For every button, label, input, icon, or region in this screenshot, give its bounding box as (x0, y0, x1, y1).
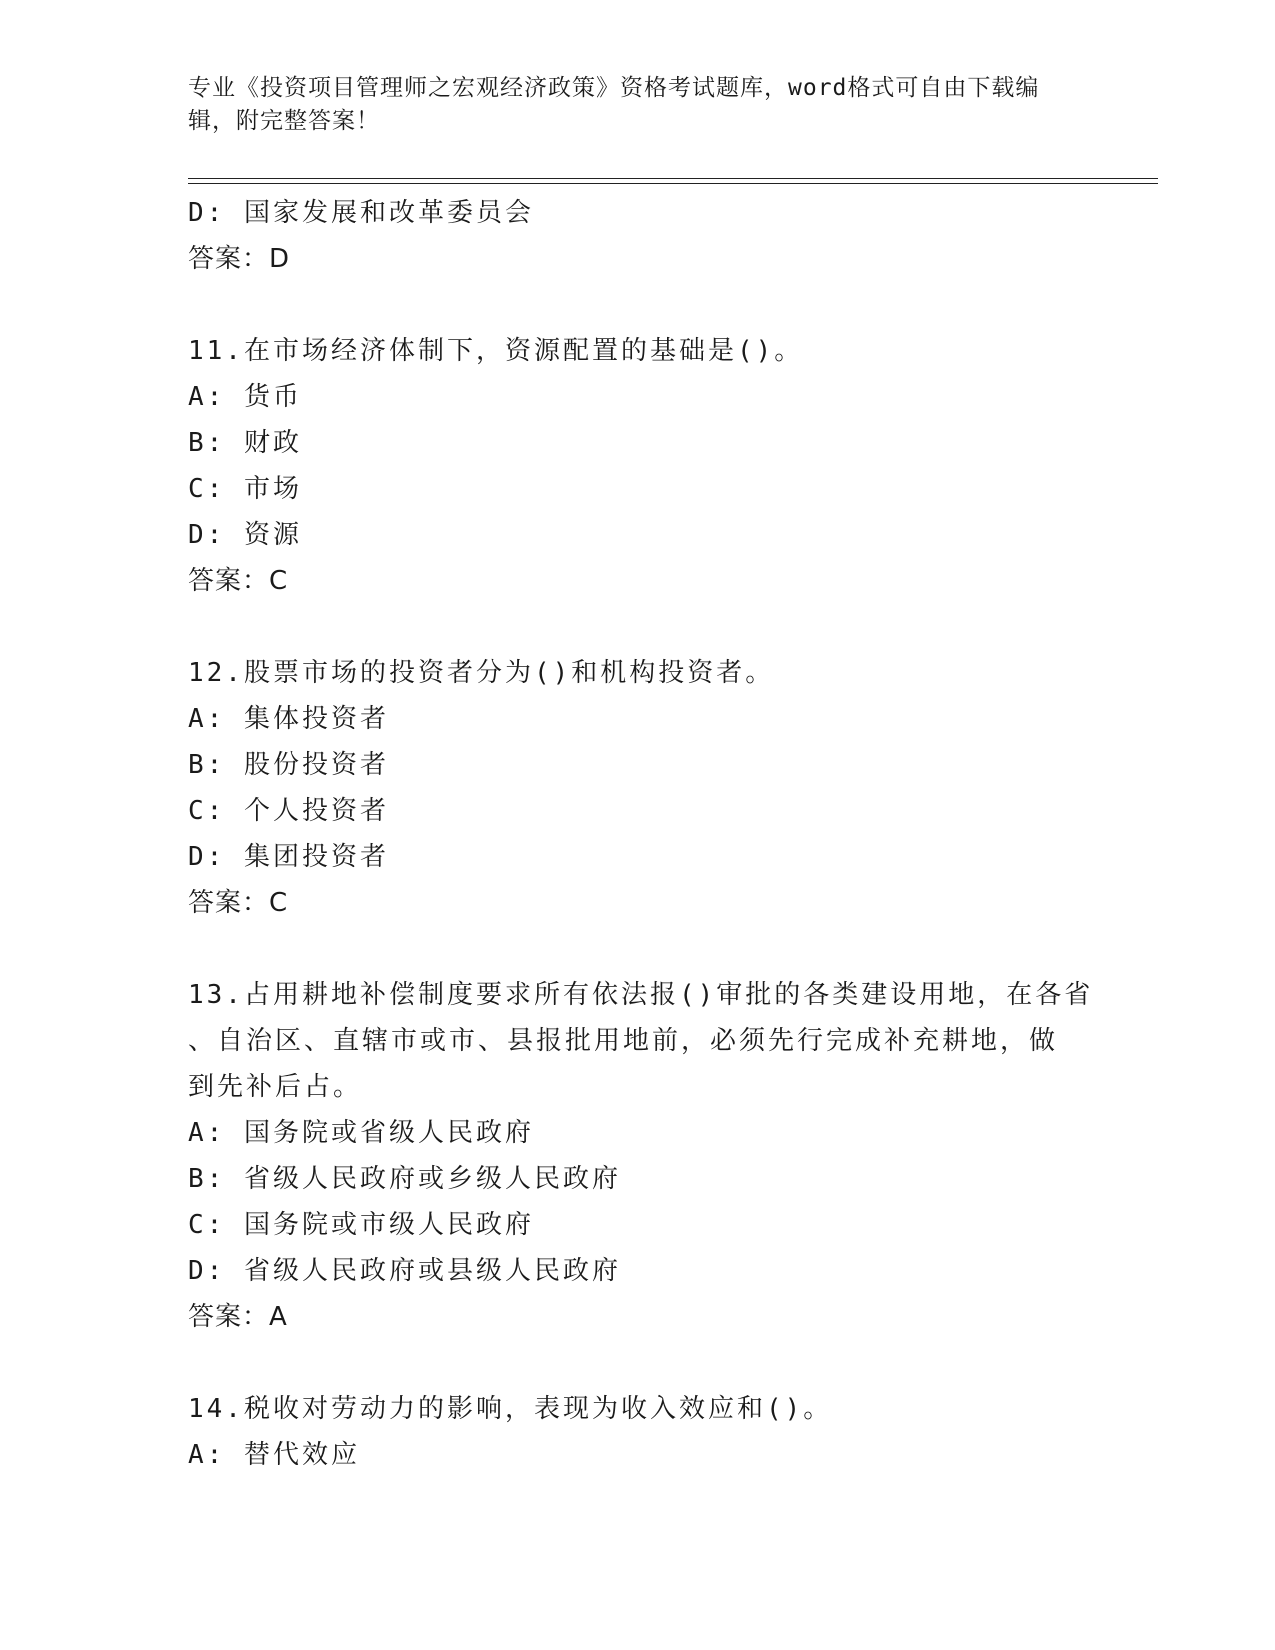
option-d: D: 资源 (188, 520, 302, 550)
option-b: B: 省级人民政府或乡级人民政府 (188, 1164, 621, 1194)
question-14 (188, 1386, 1088, 1478)
question-stem: 11.在市场经济体制下，资源配置的基础是()。 (188, 336, 804, 366)
question-stem: 14.税收对劳动力的影响，表现为收入效应和()。 (188, 1394, 833, 1424)
answer: 答案：D (188, 244, 291, 274)
option-d: D: 国家发展和改革委员会 (188, 198, 534, 228)
document-header (188, 72, 1078, 138)
question-11 (188, 328, 1088, 604)
header-line-2: 辑，附完整答案！ (188, 108, 380, 134)
header-rule-bottom (188, 183, 1158, 184)
question-13 (188, 972, 1094, 1340)
option-a: A: 集体投资者 (188, 704, 389, 734)
header-rule-top (188, 178, 1158, 179)
answer: 答案：C (188, 888, 289, 918)
question-continued (188, 190, 1088, 282)
option-a: A: 替代效应 (188, 1440, 360, 1470)
option-a: A: 货币 (188, 382, 302, 412)
question-list (188, 190, 1094, 1478)
answer: 答案：C (188, 566, 289, 596)
option-c: C: 个人投资者 (188, 796, 389, 826)
option-c: C: 市场 (188, 474, 302, 504)
question-stem-line-1: 13.占用耕地补偿制度要求所有依法报()审批的各类建设用地，在各省 (188, 980, 1094, 1010)
option-b: B: 股份投资者 (188, 750, 389, 780)
question-stem-line-2: 、自治区、直辖市或市、县报批用地前，必须先行完成补充耕地，做 (188, 1026, 1059, 1056)
option-c: C: 国务院或市级人民政府 (188, 1210, 534, 1240)
question-stem-line-3: 到先补后占。 (188, 1072, 363, 1102)
question-stem: 12.股票市场的投资者分为()和机构投资者。 (188, 658, 775, 688)
answer: 答案：A (188, 1302, 288, 1332)
question-12 (188, 650, 1088, 926)
option-b: B: 财政 (188, 428, 302, 458)
header-line-1: 专业《投资项目管理师之宏观经济政策》资格考试题库，word格式可自由下载编 (188, 75, 1040, 101)
option-d: D: 省级人民政府或县级人民政府 (188, 1256, 621, 1286)
option-a: A: 国务院或省级人民政府 (188, 1118, 534, 1148)
option-d: D: 集团投资者 (188, 842, 389, 872)
